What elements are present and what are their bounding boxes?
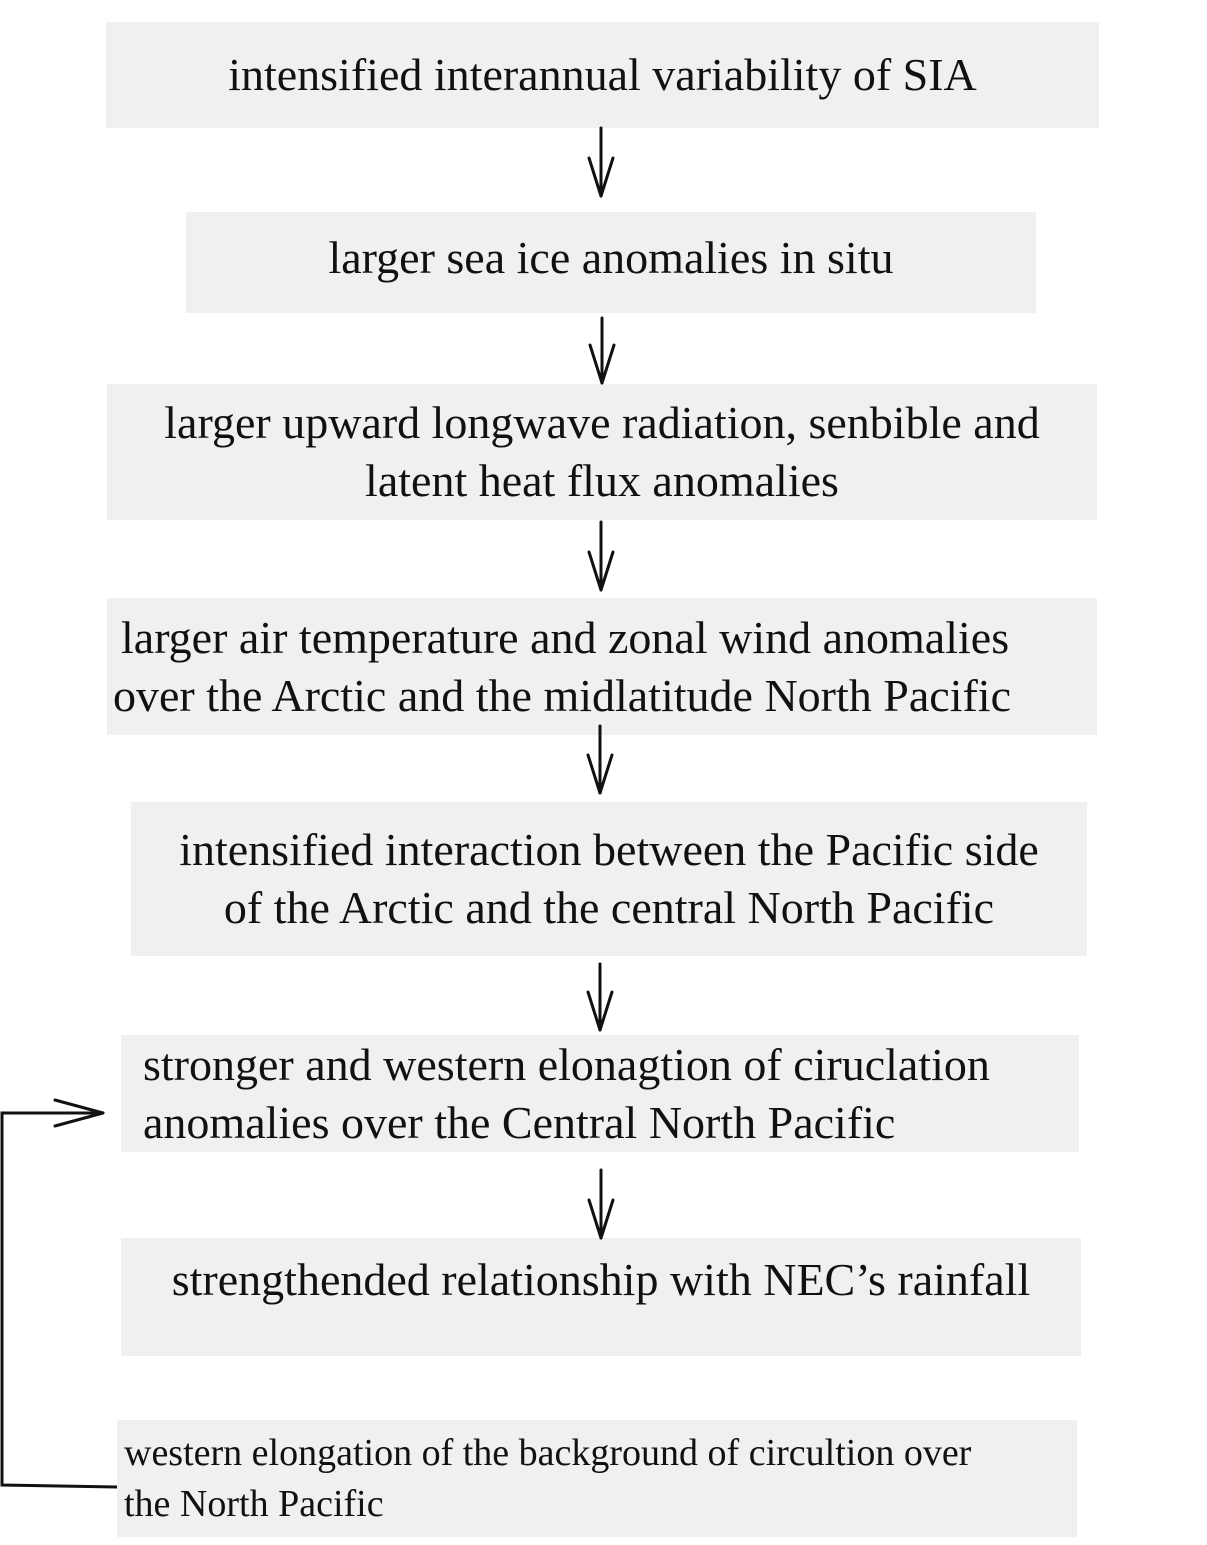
node-text-line: strengthended relationship with NEC’s rainfall (171, 1254, 1031, 1305)
node-text-line: larger upward longwave radiation, senbible and (164, 397, 1040, 448)
node-text-line: the North Pacific (124, 1482, 384, 1525)
node-text-line: intensified interaction between the Pacific side (179, 824, 1039, 875)
node-text-line: stronger and western elonagtion of ciruclation (143, 1038, 990, 1090)
node-text-line: of the Arctic and the central North Pacific (223, 882, 995, 933)
feedback-loop-line (2, 1113, 117, 1487)
node-text-line: latent heat flux anomalies (365, 455, 839, 506)
node-text-line: over the Arctic and the midlatitude North Pacific (113, 669, 1011, 721)
node-text-line: anomalies over the Central North Pacific (143, 1096, 896, 1148)
node-text-line: western elongation of the background of circultion over (124, 1431, 972, 1474)
node-text-line: larger sea ice anomalies in situ (328, 232, 894, 283)
node-text-line: larger air temperature and zonal wind anomalies (121, 611, 1010, 663)
node-text-line: intensified interannual variability of SIA (228, 49, 977, 100)
